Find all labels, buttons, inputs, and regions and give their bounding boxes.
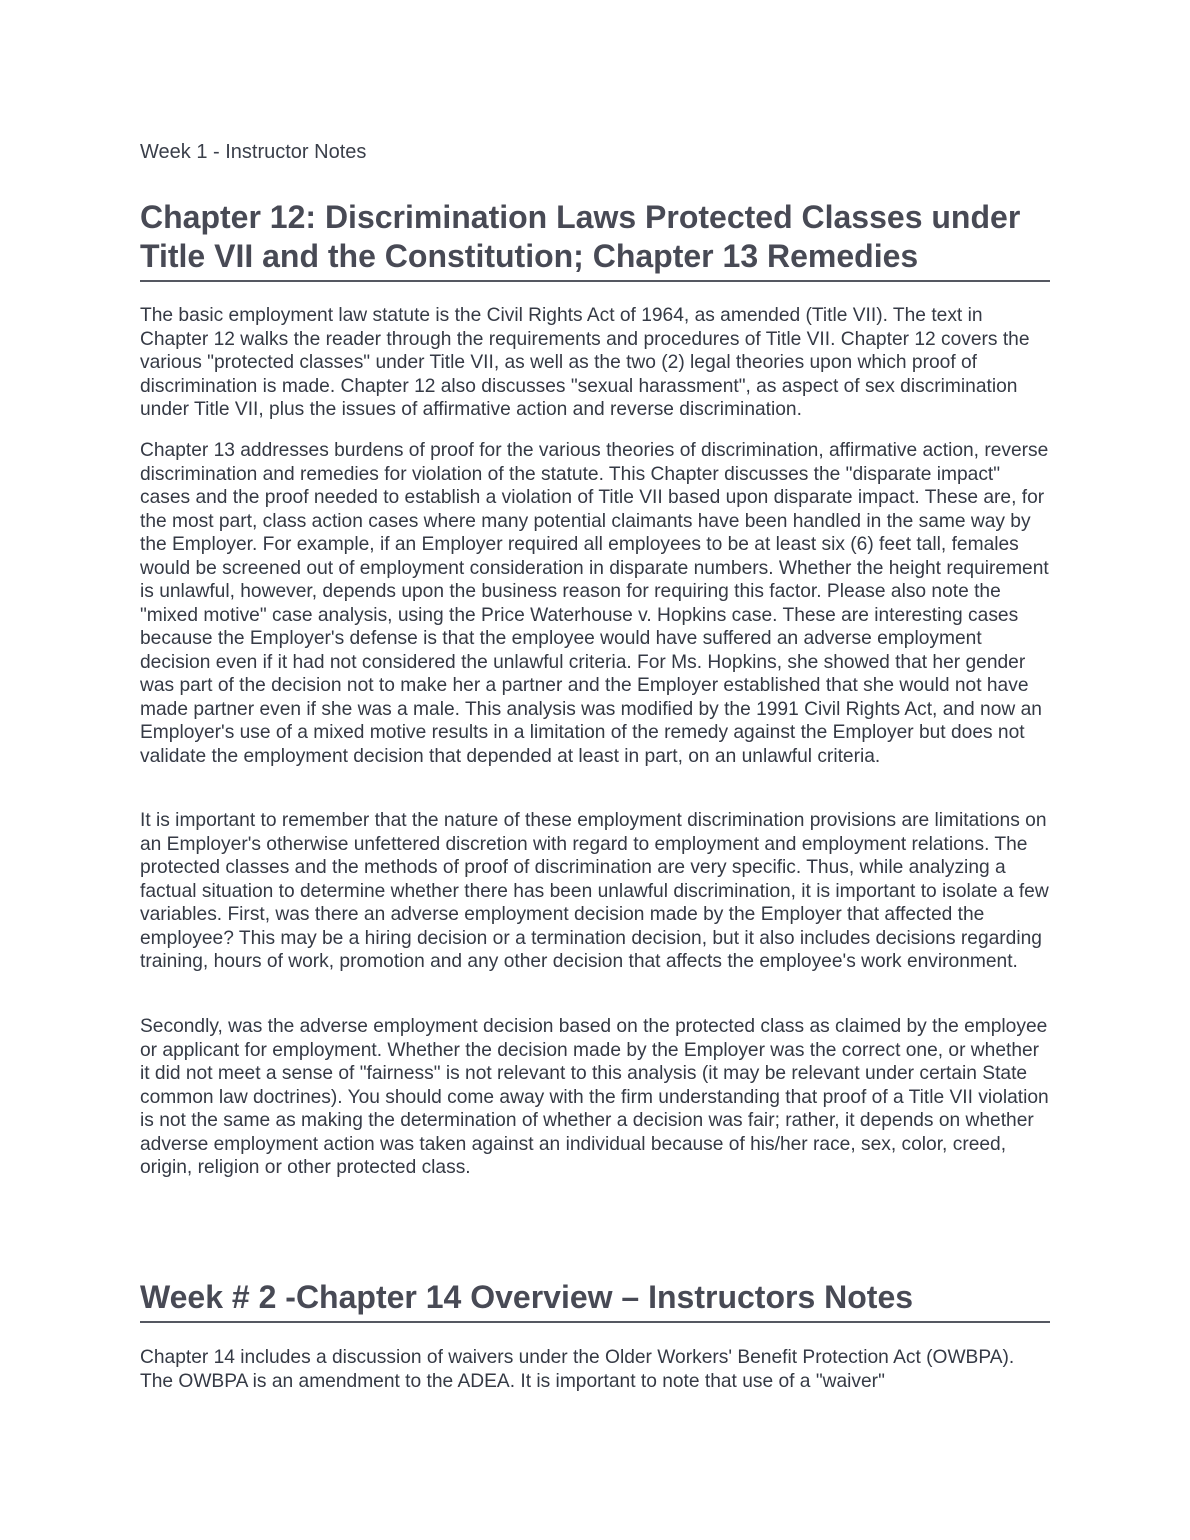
paragraph-protected-class-basis: Secondly, was the adverse employment decision based on the protected class as claimed by the employee or applicant for employment. Whether the decision made by the Employer was the correct one, or whether it did not meet a sense of "fairness" is not relevant to this analysis (it may be relevant under certain State common law doctrines). You should come away with the firm understanding that proof of a Title VII violation is not the same as making the determination of whether a decision was fair; rather, it depends on whether adverse employment action was taken against an individual because of his/her race, sex, color, creed, origin, religion or other protected class.: [140, 1016, 1049, 1178]
paragraph-owbpa-waivers: Chapter 14 includes a discussion of waivers under the Older Workers' Benefit Protection Act (OWBPA). The OWBPA is an amendment to the ADEA. It is important to note that use of a "waiver": [140, 1347, 1015, 1392]
paragraph-employer-limitations: It is important to remember that the nature of these employment discrimination provisions are limitations on an Employer's otherwise unfettered discretion with regard to employment and employment relations. The protected classes and the methods of proof of discrimination are very specific. Thus, while analyzing a factual situation to determine whether there has been unlawful discrimination, it is important to isolate a few variables. First, was there an adverse employment decision made by the Employer that affected the employee? This may be a hiring decision or a termination decision, but it also includes decisions regarding training, hours of work, promotion and any other decision that affects the employee's work environment.: [140, 810, 1049, 972]
chapter-12-heading: Chapter 12: Discrimination Laws Protected Classes under Title VII and the Constitution; Chapter 13 Remedies: [140, 198, 1050, 282]
week-2-heading: Week # 2 -Chapter 14 Overview – Instructors Notes: [140, 1278, 1050, 1323]
paragraph-chapter-13-burdens: Chapter 13 addresses burdens of proof for the various theories of discrimination, affirmative action, reverse discrimination and remedies for violation of the statute. This Chapter discusses the "disparate impact" cases and the proof needed to establish a violation of Title VII based upon disparate impact. These are, for the most part, class action cases where many potential claimants have been handled in the same way by the Employer. For example, if an Employer required all employees to be at least six (6) feet tall, females would be screened out of employment consideration in disparate numbers. Whether the height requirement is unlawful, however, depends upon the business reason for requiring this factor. Please also note the "mixed motive" case analysis, using the Price Waterhouse v. Hopkins case. These are interesting cases because the Employer's defense is that the employee would have suffered an adverse employment decision even if it had not considered the unlawful criteria. For Ms. Hopkins, she showed that her gender was part of the decision not to make her a partner and the Employer established that she would not have made partner even if she was a male. This analysis was modified by the 1991 Civil Rights Act, and now an Employer's use of a mixed motive results in a limitation of the remedy against the Employer but does not validate the employment decision that depended at least in part, on an unlawful criteria.: [140, 440, 1049, 767]
paragraph-title-vii-overview: The basic employment law statute is the Civil Rights Act of 1964, as amended (Title VII). The text in Chapter 12 walks the reader through the requirements and procedures of Title VII. Chapter 12 covers the various "protected classes" under Title VII, as well as the two (2) legal theories upon which proof of discrimination is made. Chapter 12 also discusses "sexual harassment", as aspect of sex discrimination under Title VII, plus the issues of affirmative action and reverse discrimination.: [140, 305, 1030, 420]
week-1-label: Week 1 - Instructor Notes: [140, 141, 367, 163]
